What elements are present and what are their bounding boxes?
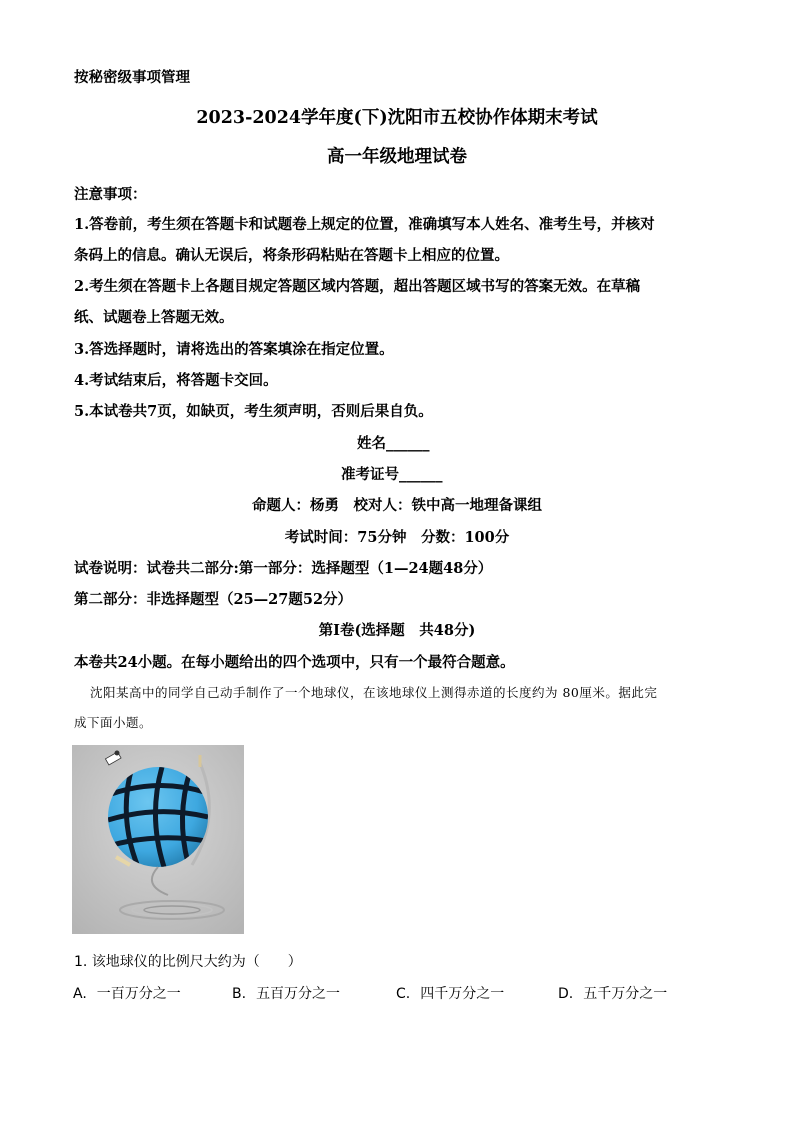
option-c[interactable]	[396, 983, 504, 1003]
section-title: 第Ⅰ卷(选择题 共48分)	[318, 622, 476, 639]
paper-description-part2: 第二部分：非选择题型（25—27题52分）	[74, 591, 353, 608]
option-text: 五千万分之一	[583, 986, 668, 1002]
question-intro: 沈阳某高中的同学自己动手制作了一个地球仪，在该地球仪上测得赤道的长度约为 80厘米。据此完	[90, 685, 658, 700]
time-score-line: 考试时间：75分钟 分数：100分	[284, 529, 510, 546]
notes-heading: 注意事项：	[74, 186, 147, 203]
question-intro-continued: 成下面小题。	[74, 715, 153, 730]
option-text: 一百万分之一	[96, 986, 181, 1002]
question-1-stem: 1. 该地球仪的比例尺大约为（ ）	[74, 954, 302, 970]
name-field: 姓名______	[357, 435, 430, 452]
option-text: 五百万分之一	[256, 986, 341, 1002]
option-d[interactable]	[558, 983, 667, 1003]
note-line: 1.答卷前，考生须在答题卡和试题卷上规定的位置，准确填写本人姓名、准考生号，并核对	[74, 216, 655, 233]
note-line: 5.本试卷共7页，如缺页，考生须声明，否则后果自负。	[74, 403, 433, 420]
option-letter: A.	[73, 986, 87, 1002]
globe-photo	[72, 745, 244, 934]
exam-title: 2023-2024学年度(下)沈阳市五校协作体期末考试	[196, 108, 598, 128]
option-b[interactable]	[232, 983, 340, 1003]
note-line: 条码上的信息。确认无误后，将条形码粘贴在答题卡上相应的位置。	[74, 247, 509, 264]
confidential-label: 按秘密级事项管理	[74, 69, 190, 86]
exam-subtitle: 高一年级地理试卷	[327, 147, 467, 167]
note-line: 4.考试结束后，将答题卡交回。	[74, 372, 278, 389]
option-a[interactable]	[73, 983, 181, 1003]
option-letter: C.	[396, 986, 411, 1002]
option-text: 四千万分之一	[420, 986, 505, 1002]
paper-description: 试卷说明：试卷共二部分:第一部分：选择题型（1—24题48分）	[74, 560, 493, 577]
note-line: 2.考生须在答题卡上各题目规定答题区域内答题，超出答题区域书写的答案无效。在草稿	[74, 278, 641, 295]
option-letter: B.	[232, 986, 247, 1002]
exam-id-field: 准考证号______	[341, 466, 443, 483]
note-line: 纸、试题卷上答题无效。	[74, 309, 234, 326]
option-letter: D.	[558, 986, 574, 1002]
authors-line: 命题人：杨勇 校对人：铁中高一地理备课组	[252, 497, 542, 514]
note-line: 3.答选择题时，请将选出的答案填涂在指定位置。	[74, 341, 394, 358]
section-instruction: 本卷共24小题。在每小题给出的四个选项中，只有一个最符合题意。	[74, 654, 515, 671]
